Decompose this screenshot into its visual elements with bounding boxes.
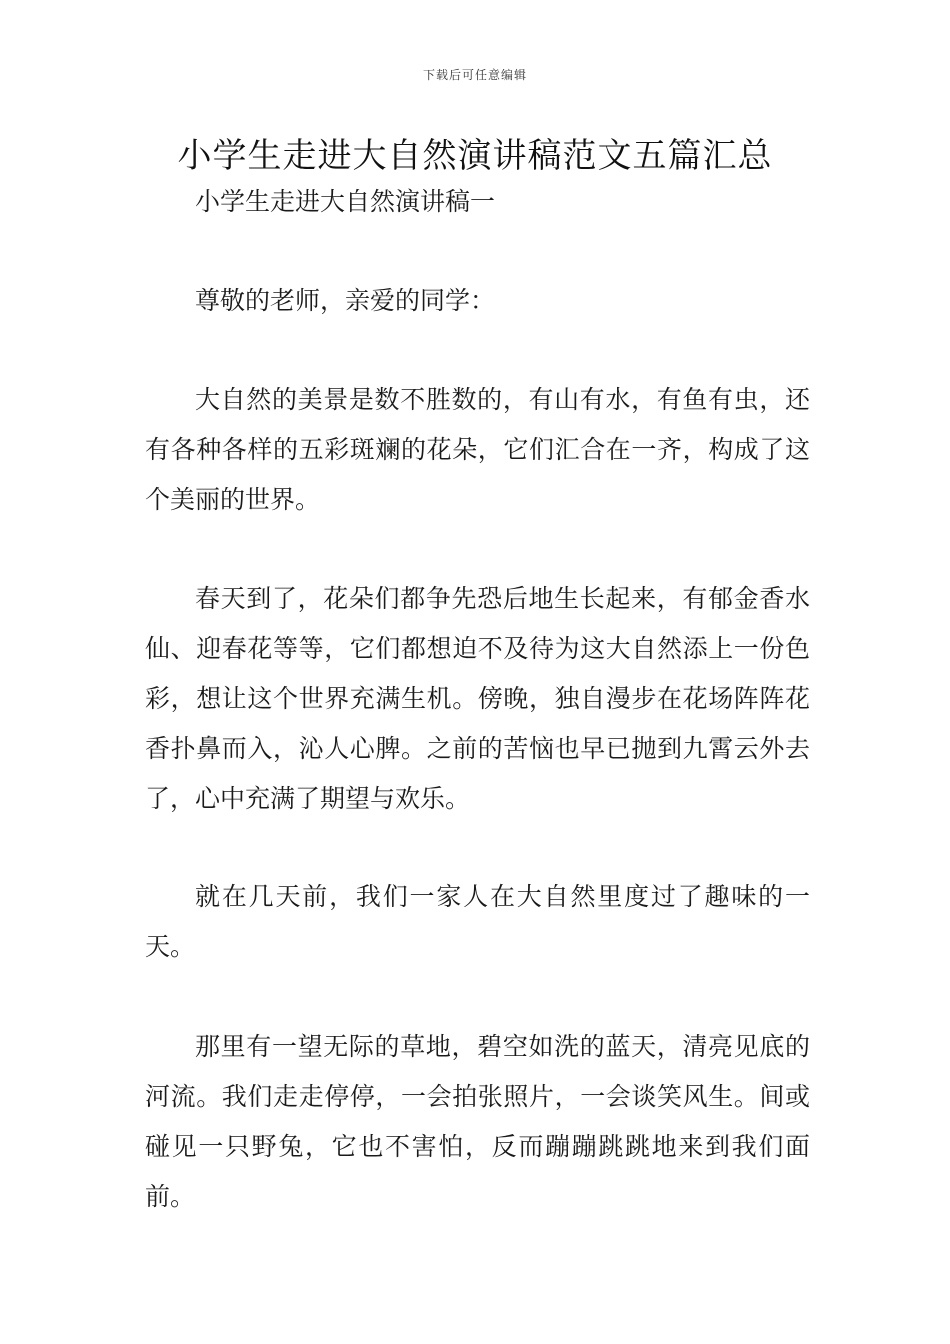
- paragraph-greeting: 尊敬的老师，亲爱的同学：: [195, 286, 496, 315]
- section-subtitle: 小学生走进大自然演讲稿一: [195, 187, 496, 216]
- paragraph: 大自然的美景是数不胜数的，有山有水，有鱼有虫，还有各种各样的五彩斑斓的花朵，它们汇合在一齐，构成了这个美丽的世界。: [145, 385, 810, 514]
- paragraph: 那里有一望无际的草地，碧空如洗的蓝天，清亮见底的河流。我们走走停停，一会拍张照片，一会谈笑风生。间或碰见一只野兔，它也不害怕，反而蹦蹦跳跳地来到我们面前。: [145, 1032, 810, 1211]
- document-title: 小学生走进大自然演讲稿范文五篇汇总: [177, 136, 773, 176]
- paragraph: 就在几天前，我们一家人在大自然里度过了趣味的一天。: [145, 882, 810, 961]
- paragraph: 春天到了，花朵们都争先恐后地生长起来，有郁金香水仙、迎春花等等，它们都想迫不及待为这大自然添上一份色彩，想让这个世界充满生机。傍晚，独自漫步在花场阵阵花香扑鼻而入，沁人心脾。之前的苦恼也早已抛到九霄云外去了，心中充满了期望与欢乐。: [145, 584, 810, 813]
- header-note: 下载后可任意编辑: [422, 68, 527, 82]
